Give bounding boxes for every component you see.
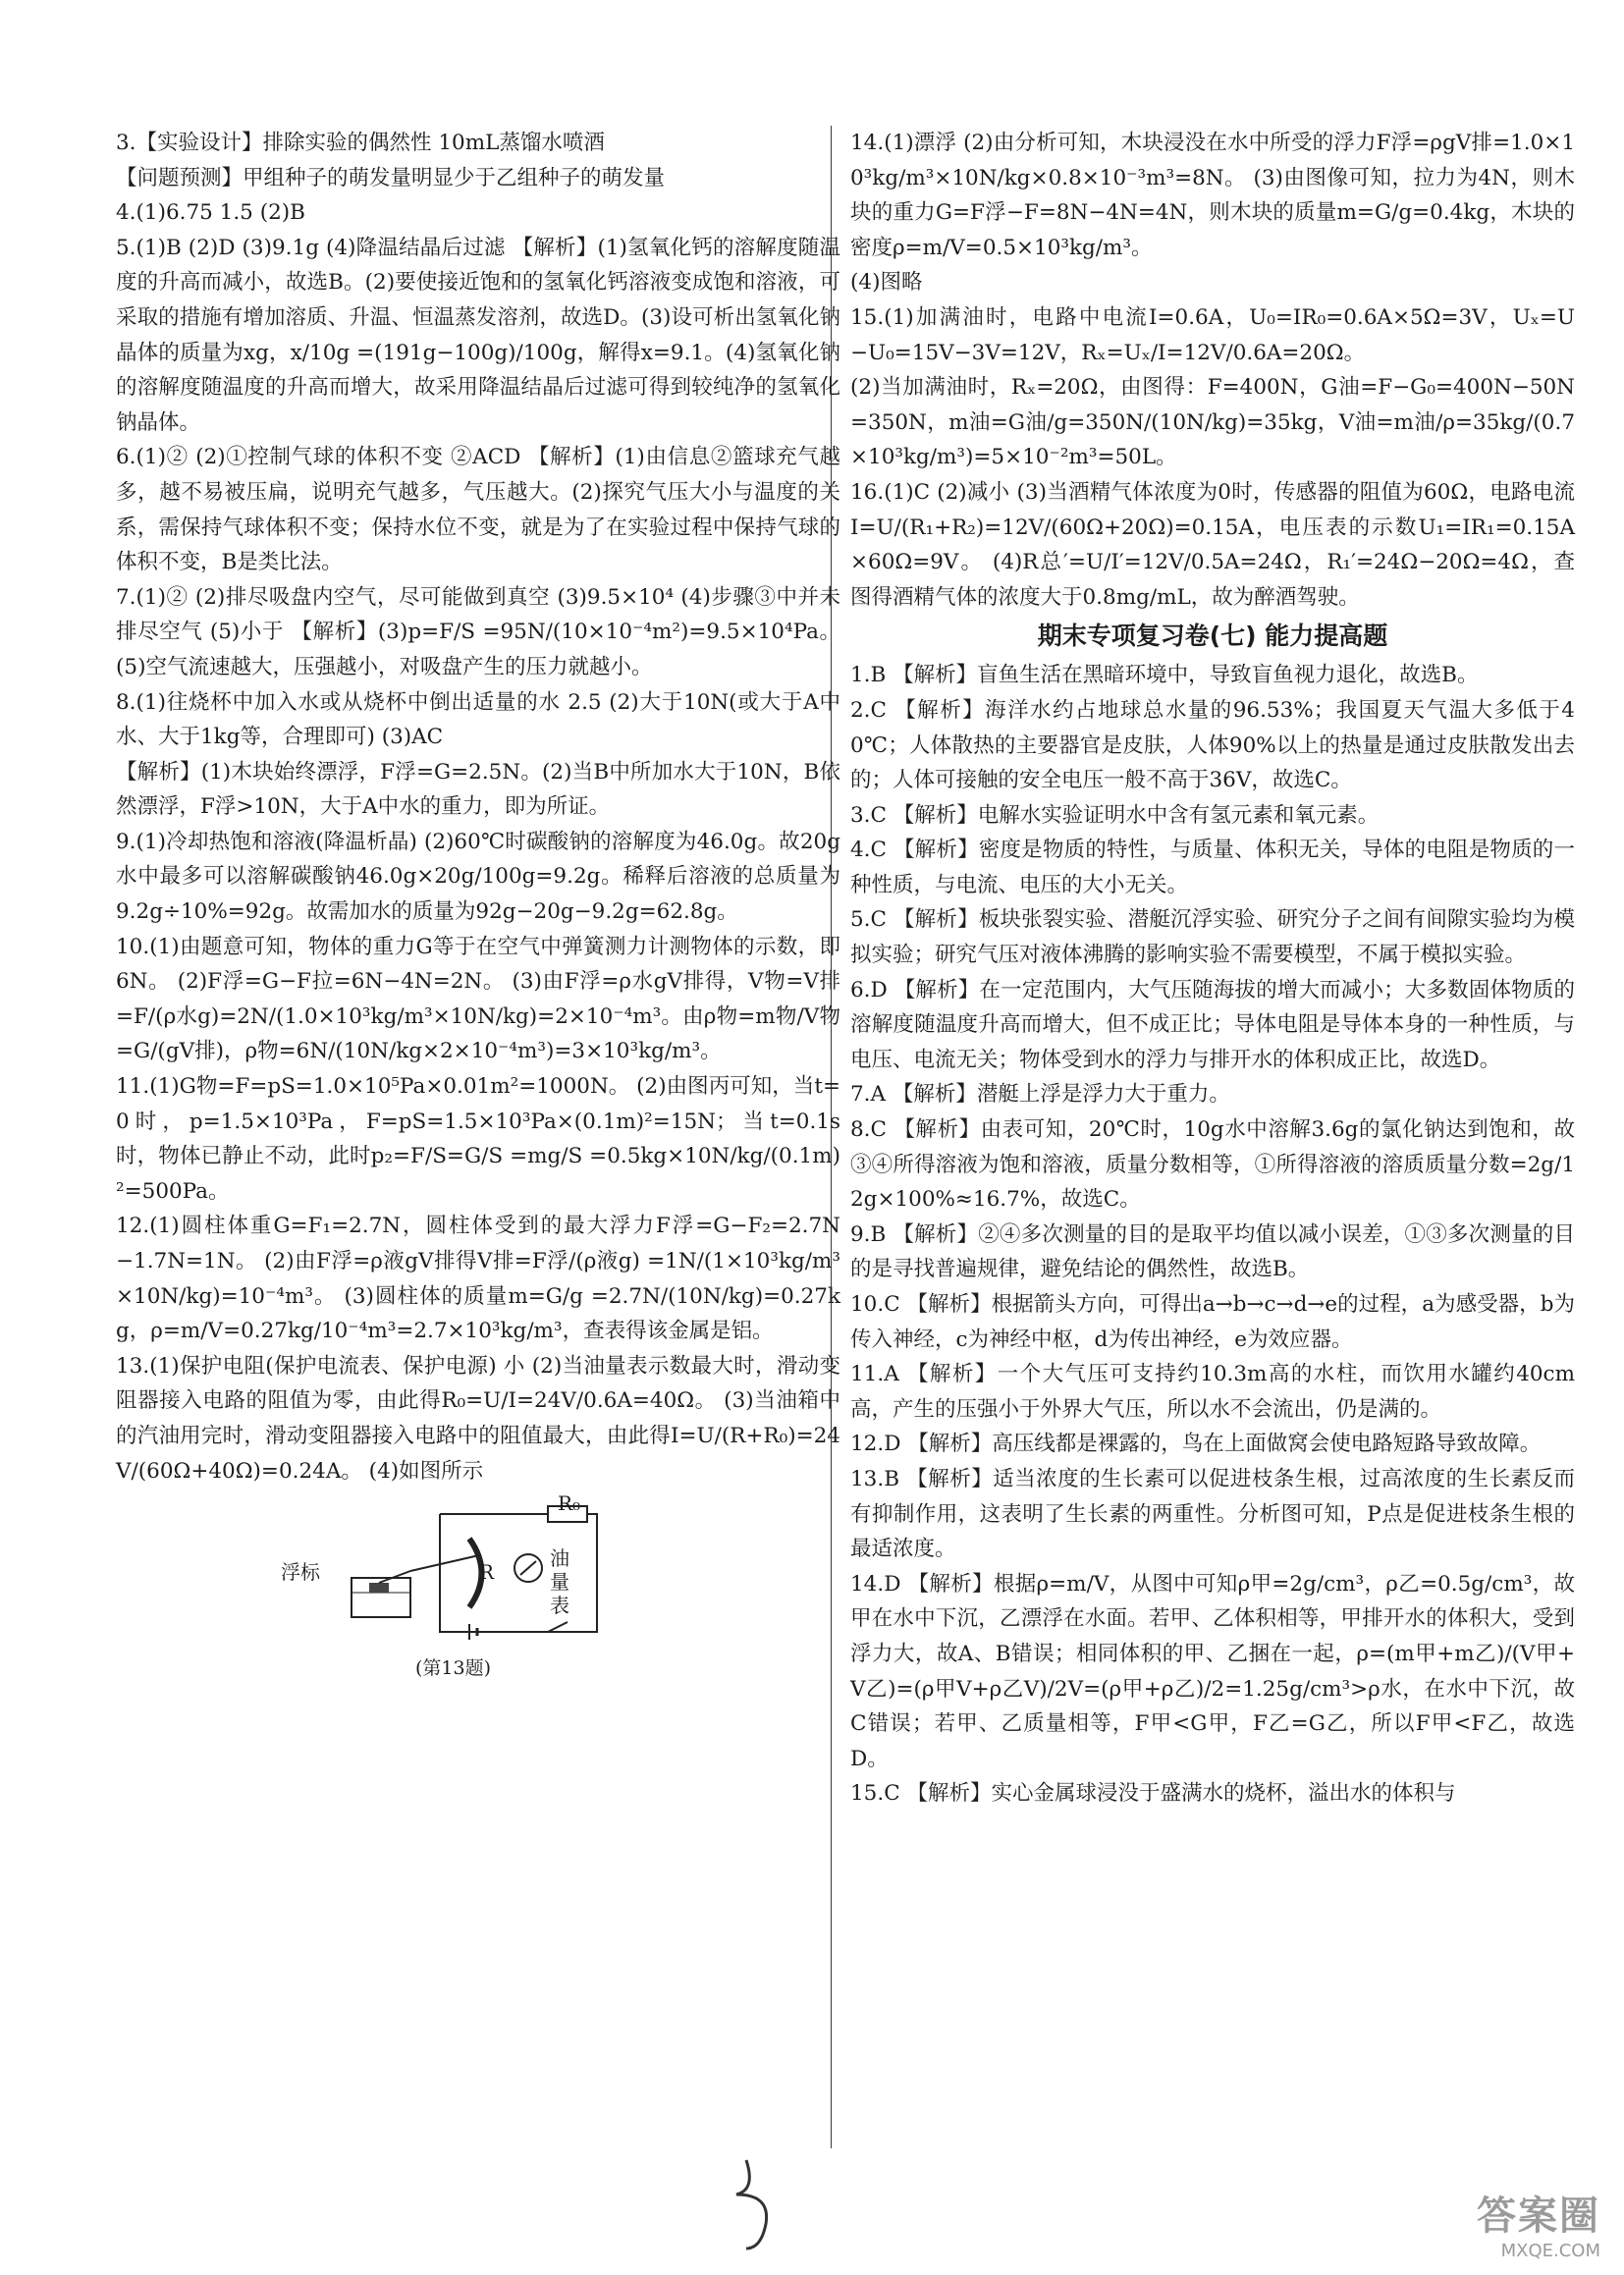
answer-entry: 14.(1)漂浮 (2)由分析可知，木块浸没在水中所受的浮力F浮=ρgV排=1.0×10³kg/m³×10N/kg×0.8×10⁻³m³=8N。 (3)由图像可知，拉力为4N，则木块的重力G=F浮−F=8N−4N=4N，则木块的质量m=G/g=0.4kg，木块的密度ρ=m/V=0.5×10³kg/m³。	[850, 131, 1575, 260]
answer-entry: 【问题预测】甲组种子的萌发量明显少于乙组种子的萌发量	[116, 165, 666, 190]
answer-entry: 9.(1)冷却热饱和溶液(降温析晶) (2)60℃时碳酸钠的溶解度为46.0g。故20g水中最多可以溶解碳酸钠46.0g×20g/100g=9.2g。稀释后溶液的总质量为9.2g÷10%=92g。故需加水的质量为92g−20g−9.2g=62.8g。	[116, 829, 840, 925]
meter-label-3: 表	[550, 1594, 569, 1618]
answer-entry: 3.【实验设计】排除实验的偶然性 10mL蒸馏水喷酒	[116, 131, 605, 155]
answer-entry: 5.C 【解析】板块张裂实验、潜艇沉浮实验、研究分子之间有间隙实验均为模拟实验；研究气压对液体沸腾的影响实验不需要模型，不属于模拟实验。	[850, 907, 1575, 968]
float-label: 浮标	[281, 1560, 320, 1585]
figure-caption: (第13题)	[415, 1657, 492, 1680]
answer-entry: 14.D 【解析】根据ρ=m/V，从图中可知ρ甲=2g/cm³，ρ乙=0.5g/cm³，故甲在水中下沉，乙漂浮在水面。若甲、乙体积相等，甲排开水的体积大，受到浮力大，故A、B错误；相同体积的甲、乙捆在一起，ρ=(m甲+m乙)/(V甲+V乙)=(ρ甲V+ρ乙V)/2V=(ρ甲+ρ乙)/2=1.25g/cm³>ρ水，在水中下沉，故C错误；若甲、乙质量相等，F甲<G甲，F乙=G乙，所以F甲<F乙，故选D。	[850, 1571, 1575, 1771]
answer-entry: 【解析】(1)木块始终漂浮，F浮=G=2.5N。(2)当B中所加水大于10N，B依然漂浮，F浮>10N，大于A中水的重力，即为所证。	[116, 759, 840, 820]
left-column	[116, 126, 840, 1681]
meter-label-2: 量	[550, 1570, 569, 1595]
answer-entry: 1.B 【解析】盲鱼生活在黑暗环境中，导致盲鱼视力退化，故选B。	[850, 663, 1479, 688]
r-label: R	[479, 1560, 495, 1585]
answer-entry: 13.B 【解析】适当浓度的生长素可以促进枝条生根，过高浓度的生长素反而有抑制作用，这表明了生长素的两重性。分析图可知，P点是促进枝条生根的最适浓度。	[850, 1466, 1575, 1562]
section-title: 期末专项复习卷(七) 能力提高题	[1037, 622, 1388, 651]
circuit-figure	[281, 1491, 617, 1681]
answer-entry: 10.C 【解析】根据箭头方向，可得出a→b→c→d→e的过程，a为感受器，b为传入神经，c为神经中枢，d为传出神经，e为效应器。	[850, 1292, 1575, 1352]
answer-entry: (4)图略	[850, 270, 923, 296]
answer-entry: 6.(1)② (2)①控制气球的体积不变 ②ACD 【解析】(1)由信息②篮球充气越多，越不易被压扁，说明充气越多，气压越大。(2)探究气压大小与温度的关系，需保持气球体积不变；保持水位不变，就是为了在实验过程中保持气球的体积不变，B是类比法。	[116, 445, 840, 575]
meter-label-1: 油	[550, 1546, 569, 1571]
answer-entry: 7.(1)② (2)排尽吸盘内空气，尽可能做到真空 (3)9.5×10⁴ (4)步骤③中并未排尽空气 (5)小于 【解析】(3)p=F/S =95N/(10×10⁻⁴m²)=9.5×10⁴Pa。(5)空气流速越大，压强越小，对吸盘产生的压力就越小。	[116, 584, 840, 679]
answer-entry: 6.D 【解析】在一定范围内，大气压随海拔的增大而减小；大多数固体物质的溶解度随温度升高而增大，但不成正比；导体电阻是导体本身的一种性质，与电压、电流无关；物体受到水的浮力与排开水的体积成正比，故选D。	[850, 977, 1575, 1072]
answer-entry: 16.(1)C (2)减小 (3)当酒精气体浓度为0时，传感器的阻值为60Ω，电路电流I=U/(R₁+R₂)=12V/(60Ω+20Ω)=0.15A，电压表的示数U₁=IR₁=0.15A×60Ω=9V。 (4)R总′=U/I′=12V/0.5A=24Ω，R₁′=24Ω−20Ω=4Ω，查图得酒精气体的浓度大于0.8mg/mL，故为醉酒驾驶。	[850, 479, 1575, 610]
answer-entry: 2.C 【解析】海洋水约占地球总水量的96.53%；我国夏天气温大多低于40℃；人体散热的主要器官是皮肤，人体90%以上的热量是通过皮肤散发出去的；人体可接触的安全电压一般不高于36V，故选C。	[850, 697, 1575, 793]
answer-entry: 9.B 【解析】②④多次测量的目的是取平均值以减小误差，①③多次测量的目的是寻找普遍规律，避免结论的偶然性，故选B。	[850, 1221, 1575, 1282]
answer-entry: 4.(1)6.75 1.5 (2)B	[116, 200, 305, 226]
answer-entry: 11.(1)G物=F=pS=1.0×10⁵Pa×0.01m²=1000N。 (2)由图丙可知，当t=0时，p=1.5×10³Pa，F=pS=1.5×10³Pa×(0.1m)²=15N；当t=0.1s时，物体已静止不动，此时p₂=F/S=G/S =mg/S =0.5kg×10N/kg/(0.1m)²=500Pa。	[116, 1074, 840, 1204]
answer-entry: 4.C 【解析】密度是物质的特性，与质量、体积无关，导体的电阻是物质的一种性质，与电流、电压的大小无关。	[850, 838, 1575, 897]
answer-entry: 13.(1)保护电阻(保护电流表、保护电源) 小 (2)当油量表示数最大时，滑动变阻器接入电路的阻值为零，由此得R₀=U/I=24V/0.6A=40Ω。 (3)当油箱中的汽油用完时，滑动变阻器接入电路中的阻值最大，由此得I=U/(R+R₀)=24V/(60Ω+40Ω)=0.24A。 (4)如图所示	[116, 1353, 840, 1484]
watermark-url: MXQE.COM	[1500, 2241, 1600, 2261]
answer-entry: 5.(1)B (2)D (3)9.1g (4)降温结晶后过滤 【解析】(1)氢氧化钙的溶解度随温度的升高而减小，故选B。(2)要使接近饱和的氢氧化钙溶液变成饱和溶液，可采取的措施有增加溶质、升温、恒温蒸发溶剂，故选D。(3)设可析出氢氧化钠晶体的质量为xg，x/10g =(191g−100g)/100g，解得x=9.1。(4)氢氧化钠的溶解度随温度的升高而增大，故采用降温结晶后过滤可得到较纯净的氢氧化钠晶体。	[116, 235, 840, 435]
right-column	[850, 126, 1575, 1812]
answer-entry: 15.(1)加满油时，电路中电流I=0.6A，U₀=IR₀=0.6A×5Ω=3V，Uₓ=U−U₀=15V−3V=12V，Rₓ=Uₓ/I=12V/0.6A=20Ω。	[850, 304, 1575, 365]
answer-entry: 15.C 【解析】实心金属球浸没于盛满水的烧杯，溢出水的体积与	[850, 1781, 1456, 1807]
answer-entry: 12.D 【解析】高压线都是裸露的，鸟在上面做窝会使电路短路导致故障。	[850, 1432, 1542, 1457]
answer-entry: (2)当加满油时，Rₓ=20Ω，由图得：F=400N，G油=F−G₀=400N−50N=350N，m油=G油/g=350N/(10N/kg)=35kg，V油=m油/ρ=35kg/(0.7×10³kg/m³)=5×10⁻²m³=50L。	[850, 375, 1575, 470]
watermark	[1477, 2185, 1600, 2261]
answer-entry: 3.C 【解析】电解水实验证明水中含有氢元素和氧元素。	[850, 802, 1380, 828]
answer-entry: 8.(1)往烧杯中加入水或从烧杯中倒出适量的水 2.5 (2)大于10N(或大于A中水、大于1kg等，合理即可) (3)AC	[116, 689, 840, 750]
answer-entry: 8.C 【解析】由表可知，20℃时，10g水中溶解3.6g的氯化钠达到饱和，故③④所得溶液为饱和溶液，质量分数相等，①所得溶液的溶质质量分数=2g/12g×100%≈16.7%，故选C。	[850, 1117, 1575, 1213]
handwritten-mark	[727, 2150, 795, 2258]
answer-entry: 7.A 【解析】潜艇上浮是浮力大于重力。	[850, 1082, 1230, 1108]
answer-entry: 10.(1)由题意可知，物体的重力G等于在空气中弹簧测力计测物体的示数，即6N。 (2)F浮=G−F拉=6N−4N=2N。 (3)由F浮=ρ水gV排得，V物=V排=F/(ρ水g)=2N/(1.0×10³kg/m³×10N/kg)=2×10⁻⁴m³。由ρ物=m物/V物=G/(gV排)，ρ物=6N/(10N/kg×2×10⁻⁴m³)=3×10³kg/m³。	[116, 934, 840, 1064]
answer-entry: 11.A 【解析】一个大气压可支持约10.3m高的水柱，而饮用水罐约40cm高，产生的压强小于外界大气压，所以水不会流出，仍是满的。	[850, 1362, 1575, 1422]
answer-entry: 12.(1)圆柱体重G=F₁=2.7N，圆柱体受到的最大浮力F浮=G−F₂=2.7N−1.7N=1N。 (2)由F浮=ρ液gV排得V排=F浮/(ρ液g) =1N/(1×10³kg/m³×10N/kg)=10⁻⁴m³。 (3)圆柱体的质量m=G/g =2.7N/(10N/kg)=0.27kg，ρ=m/V=0.27kg/10⁻⁴m³=2.7×10³kg/m³，查表得该金属是铝。	[116, 1214, 840, 1344]
watermark-logo: 答案圈	[1477, 2194, 1600, 2239]
r0-label: R₀	[558, 1491, 581, 1516]
